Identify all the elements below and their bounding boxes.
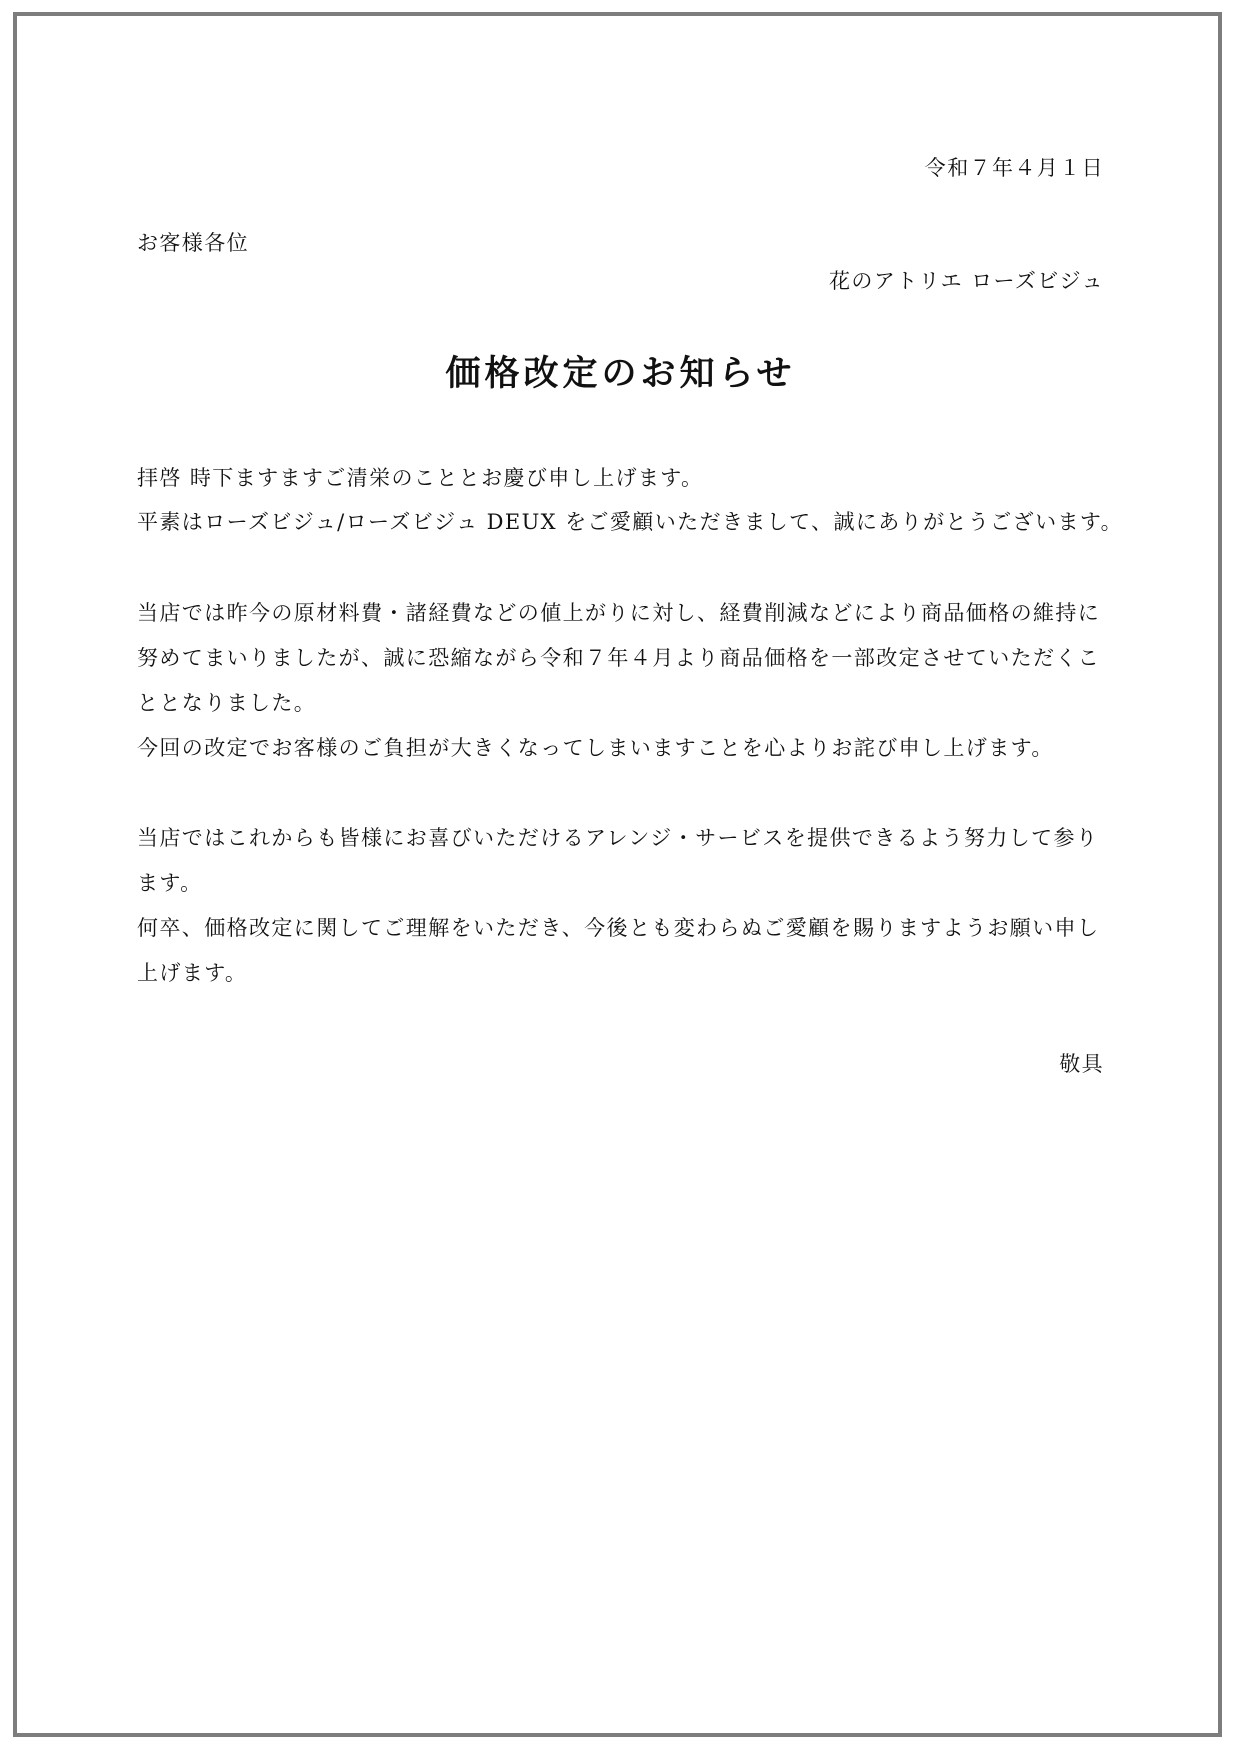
body-line: 当店では昨今の原材料費・諸経費などの値上がりに対し、経費削減などにより商品価格の維持に [137, 601, 1101, 625]
body-line: 上げます。 [137, 961, 248, 985]
body-line: ととなりました。 [137, 691, 317, 715]
sender: 花のアトリエ ローズビジュ [829, 269, 1104, 293]
body-line: 今回の改定でお客様のご負担が大きくなってしまいますことを心よりお詫び申し上げます。 [137, 736, 1054, 760]
greeting-line: 拝啓 時下ますますご清栄のこととお慶び申し上げます。 [137, 466, 704, 490]
body-line: 何卒、価格改定に関してご理解をいただき、今後とも変わらぬご愛顧を賜りますようお願い申し [137, 916, 1100, 940]
date: 令和７年４月１日 [924, 156, 1104, 180]
thanks-line: 平素はローズビジュ/ローズビジュ DEUX をご愛顧いただきまして、誠にありがとうございます。 [137, 510, 1123, 534]
recipient: お客様各位 [137, 231, 249, 255]
body-line: 努めてまいりましたが、誠に恐縮ながら令和７年４月より商品価格を一部改定させていただくこ [137, 646, 1101, 670]
body-line: ます。 [137, 871, 203, 895]
document-title: 価格改定のお知らせ [445, 353, 796, 394]
body-line: 当店ではこれからも皆様にお喜びいただけるアレンジ・サービスを提供できるよう努力して参り [137, 826, 1099, 850]
closing: 敬具 [1059, 1052, 1104, 1076]
